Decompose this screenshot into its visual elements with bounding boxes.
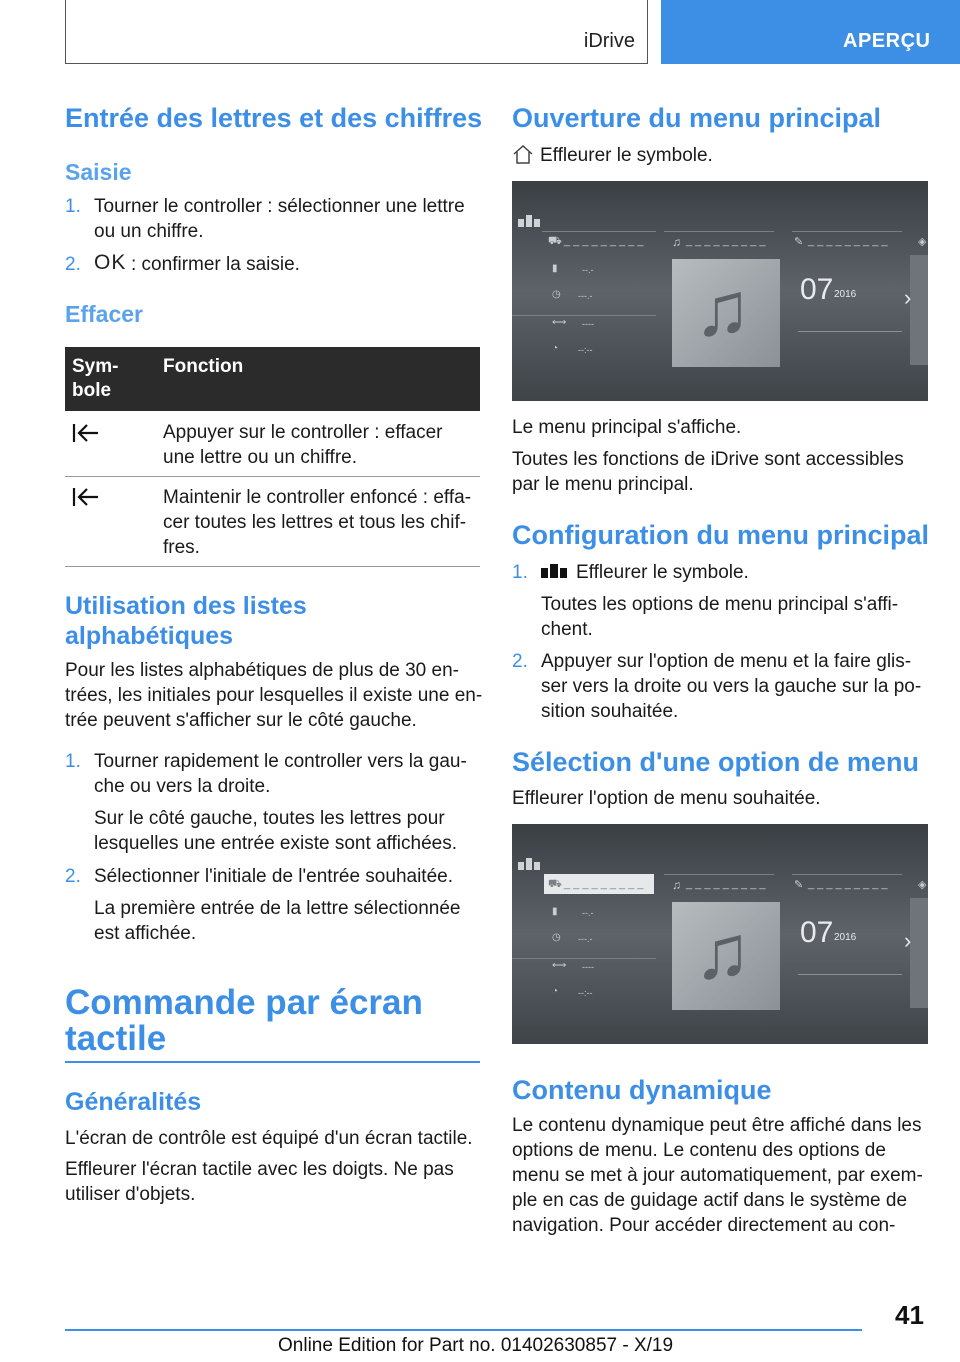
paragraph: navigation. Pour accéder directement au con‐ xyxy=(512,1215,896,1236)
heading-config: Configuration du menu principal xyxy=(512,520,929,550)
paragraph: Effleurer le symbole. xyxy=(540,145,713,166)
tile-label: _ _ _ _ _ _ _ _ _ xyxy=(564,878,644,890)
tile-value: ---.- xyxy=(578,291,593,301)
step-number: 1. xyxy=(65,196,81,217)
table-cell: Maintenir le controller enfoncé : effa‐ xyxy=(163,487,472,508)
step-number: 2. xyxy=(65,866,81,887)
nav-icon: ◈ xyxy=(918,236,927,248)
header-tab[interactable] xyxy=(661,0,960,64)
step-text: Tourner rapidement le controller vers la gau‐ xyxy=(94,751,467,772)
section-rule xyxy=(65,1061,480,1063)
gauge-icon: ◷ xyxy=(552,932,561,943)
nav-icon: ◈ xyxy=(918,879,927,891)
music-icon: ♫ xyxy=(672,878,681,892)
chevron-right-icon: › xyxy=(904,285,912,310)
date-day: 07 xyxy=(800,273,834,306)
tile-value: --.- xyxy=(582,908,594,918)
heading-lists: Utilisation des listes xyxy=(65,592,307,620)
heading-open: Ouverture du menu principal xyxy=(512,103,882,133)
step-text: che ou vers la droite. xyxy=(94,776,271,797)
paragraph: utiliser d'objets. xyxy=(65,1184,196,1205)
date-day: 07 xyxy=(800,916,834,949)
step-number: 1. xyxy=(512,562,528,583)
paragraph: trées, les initiales pour lesquelles il existe une en‐ xyxy=(65,685,483,706)
date-year: 2016 xyxy=(834,932,857,943)
paragraph: Le contenu dynamique peut être affiché dans les xyxy=(512,1115,922,1136)
tile-label: _ _ _ _ _ _ _ _ _ xyxy=(686,235,766,247)
table-divider xyxy=(65,566,480,567)
tile-value: --:-- xyxy=(578,988,593,998)
heading-touch: Commande par écran xyxy=(65,983,423,1022)
paragraph: Pour les listes alphabétiques de plus de 30 en‐ xyxy=(65,660,459,681)
album-art xyxy=(672,259,780,367)
album-art xyxy=(672,902,780,1010)
paragraph: options de menu. Le contenu des options de xyxy=(512,1140,886,1161)
step-subtext: est affichée. xyxy=(94,923,197,944)
tile-value: --.- xyxy=(582,265,594,275)
step-text: Tourner le controller : sélectionner une lettre xyxy=(94,196,465,217)
header-box xyxy=(65,0,648,64)
phone-icon: ✎ xyxy=(794,879,804,891)
heading-select: Sélection d'une option de menu xyxy=(512,747,919,777)
step-subtext: lesquelles une entrée existe sont affichées. xyxy=(94,833,457,854)
step-text: Sélectionner l'initiale de l'entrée souhaitée. xyxy=(94,866,453,887)
heading-touch-2: tactile xyxy=(65,1019,167,1058)
tile-value: ---- xyxy=(582,962,594,972)
heading-entry: Entrée des lettres et des chiffres xyxy=(65,103,483,133)
col-symbole: Sym‐ xyxy=(72,356,119,377)
table-cell: une lettre ou un chiffre. xyxy=(163,447,357,468)
date-year: 2016 xyxy=(834,289,857,300)
header-tab-label: APERÇU xyxy=(843,30,931,52)
heading-effacer: Effacer xyxy=(65,301,143,327)
paragraph: menu se met à jour automatiquement, par exem‐ xyxy=(512,1165,923,1186)
page-number: 41 xyxy=(895,1300,924,1330)
table-header xyxy=(65,347,480,411)
step-text: ou un chiffre. xyxy=(94,221,204,242)
tile-value: ---- xyxy=(582,319,594,329)
car-icon: ⛟ xyxy=(548,235,562,247)
heading-general: Généralités xyxy=(65,1088,202,1116)
col-fonction: Fonction xyxy=(163,356,244,377)
menu-config-icon xyxy=(518,215,540,229)
header-section: iDrive xyxy=(583,30,635,52)
col-symbole-2: bole xyxy=(72,380,112,401)
paragraph: Effleurer l'écran tactile avec les doigts. Ne pas xyxy=(65,1159,454,1180)
table-divider xyxy=(65,476,480,477)
range-icon: ⟷ xyxy=(552,960,567,971)
step-number: 2. xyxy=(65,254,81,275)
menu-config-icon xyxy=(518,858,540,872)
gauge-icon: ◷ xyxy=(552,289,561,300)
table-cell: Appuyer sur le controller : effacer xyxy=(163,422,443,443)
heading-saisie: Saisie xyxy=(65,159,132,185)
backspace-icon xyxy=(72,486,100,508)
tile-value: ---.- xyxy=(578,934,593,944)
clock-icon: ◔ xyxy=(552,343,559,354)
step-text: Appuyer sur l'option de menu et la faire glis‐ xyxy=(541,651,912,672)
table-cell: fres. xyxy=(163,537,200,558)
tile-label: _ _ _ _ _ _ _ _ _ xyxy=(564,235,644,247)
heading-lists-2: alphabétiques xyxy=(65,622,234,650)
tile-label: _ _ _ _ _ _ _ _ _ xyxy=(808,235,888,247)
paragraph: Le menu principal s'affiche. xyxy=(512,417,742,438)
step-number: 1. xyxy=(65,751,81,772)
idrive-screen-main xyxy=(512,181,928,401)
phone-icon: ✎ xyxy=(794,236,804,248)
paragraph: L'écran de contrôle est équipé d'un écran tactile. xyxy=(65,1128,473,1149)
step-subtext: Sur le côté gauche, toutes les lettres pour xyxy=(94,808,445,829)
paragraph: par le menu principal. xyxy=(512,474,694,495)
step-number: 2. xyxy=(512,651,528,672)
paragraph: Effleurer l'option de menu souhaitée. xyxy=(512,788,821,809)
fuel-icon: ▮ xyxy=(552,906,558,917)
step-text: sition souhaitée. xyxy=(541,701,679,722)
music-icon: ♫ xyxy=(672,235,681,249)
step-subtext: La première entrée de la lettre sélectionnée xyxy=(94,898,461,919)
step-text: : confirmer la saisie. xyxy=(131,254,300,275)
fuel-icon: ▮ xyxy=(552,263,558,274)
ok-icon: OK xyxy=(94,251,127,274)
tile-value: --:-- xyxy=(578,345,593,355)
range-icon: ⟷ xyxy=(552,317,567,328)
home-icon xyxy=(512,143,534,165)
paragraph: Toutes les fonctions de iDrive sont accessibles xyxy=(512,449,904,470)
backspace-icon xyxy=(72,422,100,444)
tile-label: _ _ _ _ _ _ _ _ _ xyxy=(808,878,888,890)
clock-icon: ◔ xyxy=(552,986,559,997)
step-subtext: Toutes les options de menu principal s'affi‐ xyxy=(541,594,899,615)
footer-rule xyxy=(65,1329,862,1331)
music-note-icon: ♫ xyxy=(694,910,751,995)
step-text: ser vers la droite ou vers la gauche sur la po‐ xyxy=(541,676,922,697)
heading-dynamic: Contenu dynamique xyxy=(512,1075,772,1105)
car-icon: ⛟ xyxy=(548,878,562,890)
music-note-icon: ♫ xyxy=(694,267,751,352)
footer-edition: Online Edition for Part no. 01402630857 - X/19 xyxy=(278,1335,674,1356)
paragraph: trée peuvent s'afficher sur le côté gauche. xyxy=(65,710,417,731)
table-cell: cer toutes les lettres et tous les chif‐ xyxy=(163,512,467,533)
chevron-right-icon: › xyxy=(904,928,912,953)
step-text: Effleurer le symbole. xyxy=(576,562,749,583)
idrive-screen-select xyxy=(512,824,928,1044)
step-subtext: chent. xyxy=(541,619,593,640)
tile-label: _ _ _ _ _ _ _ _ _ xyxy=(686,878,766,890)
paragraph: ple en cas de guidage actif dans le système de xyxy=(512,1190,908,1211)
menu-config-icon xyxy=(541,562,567,580)
